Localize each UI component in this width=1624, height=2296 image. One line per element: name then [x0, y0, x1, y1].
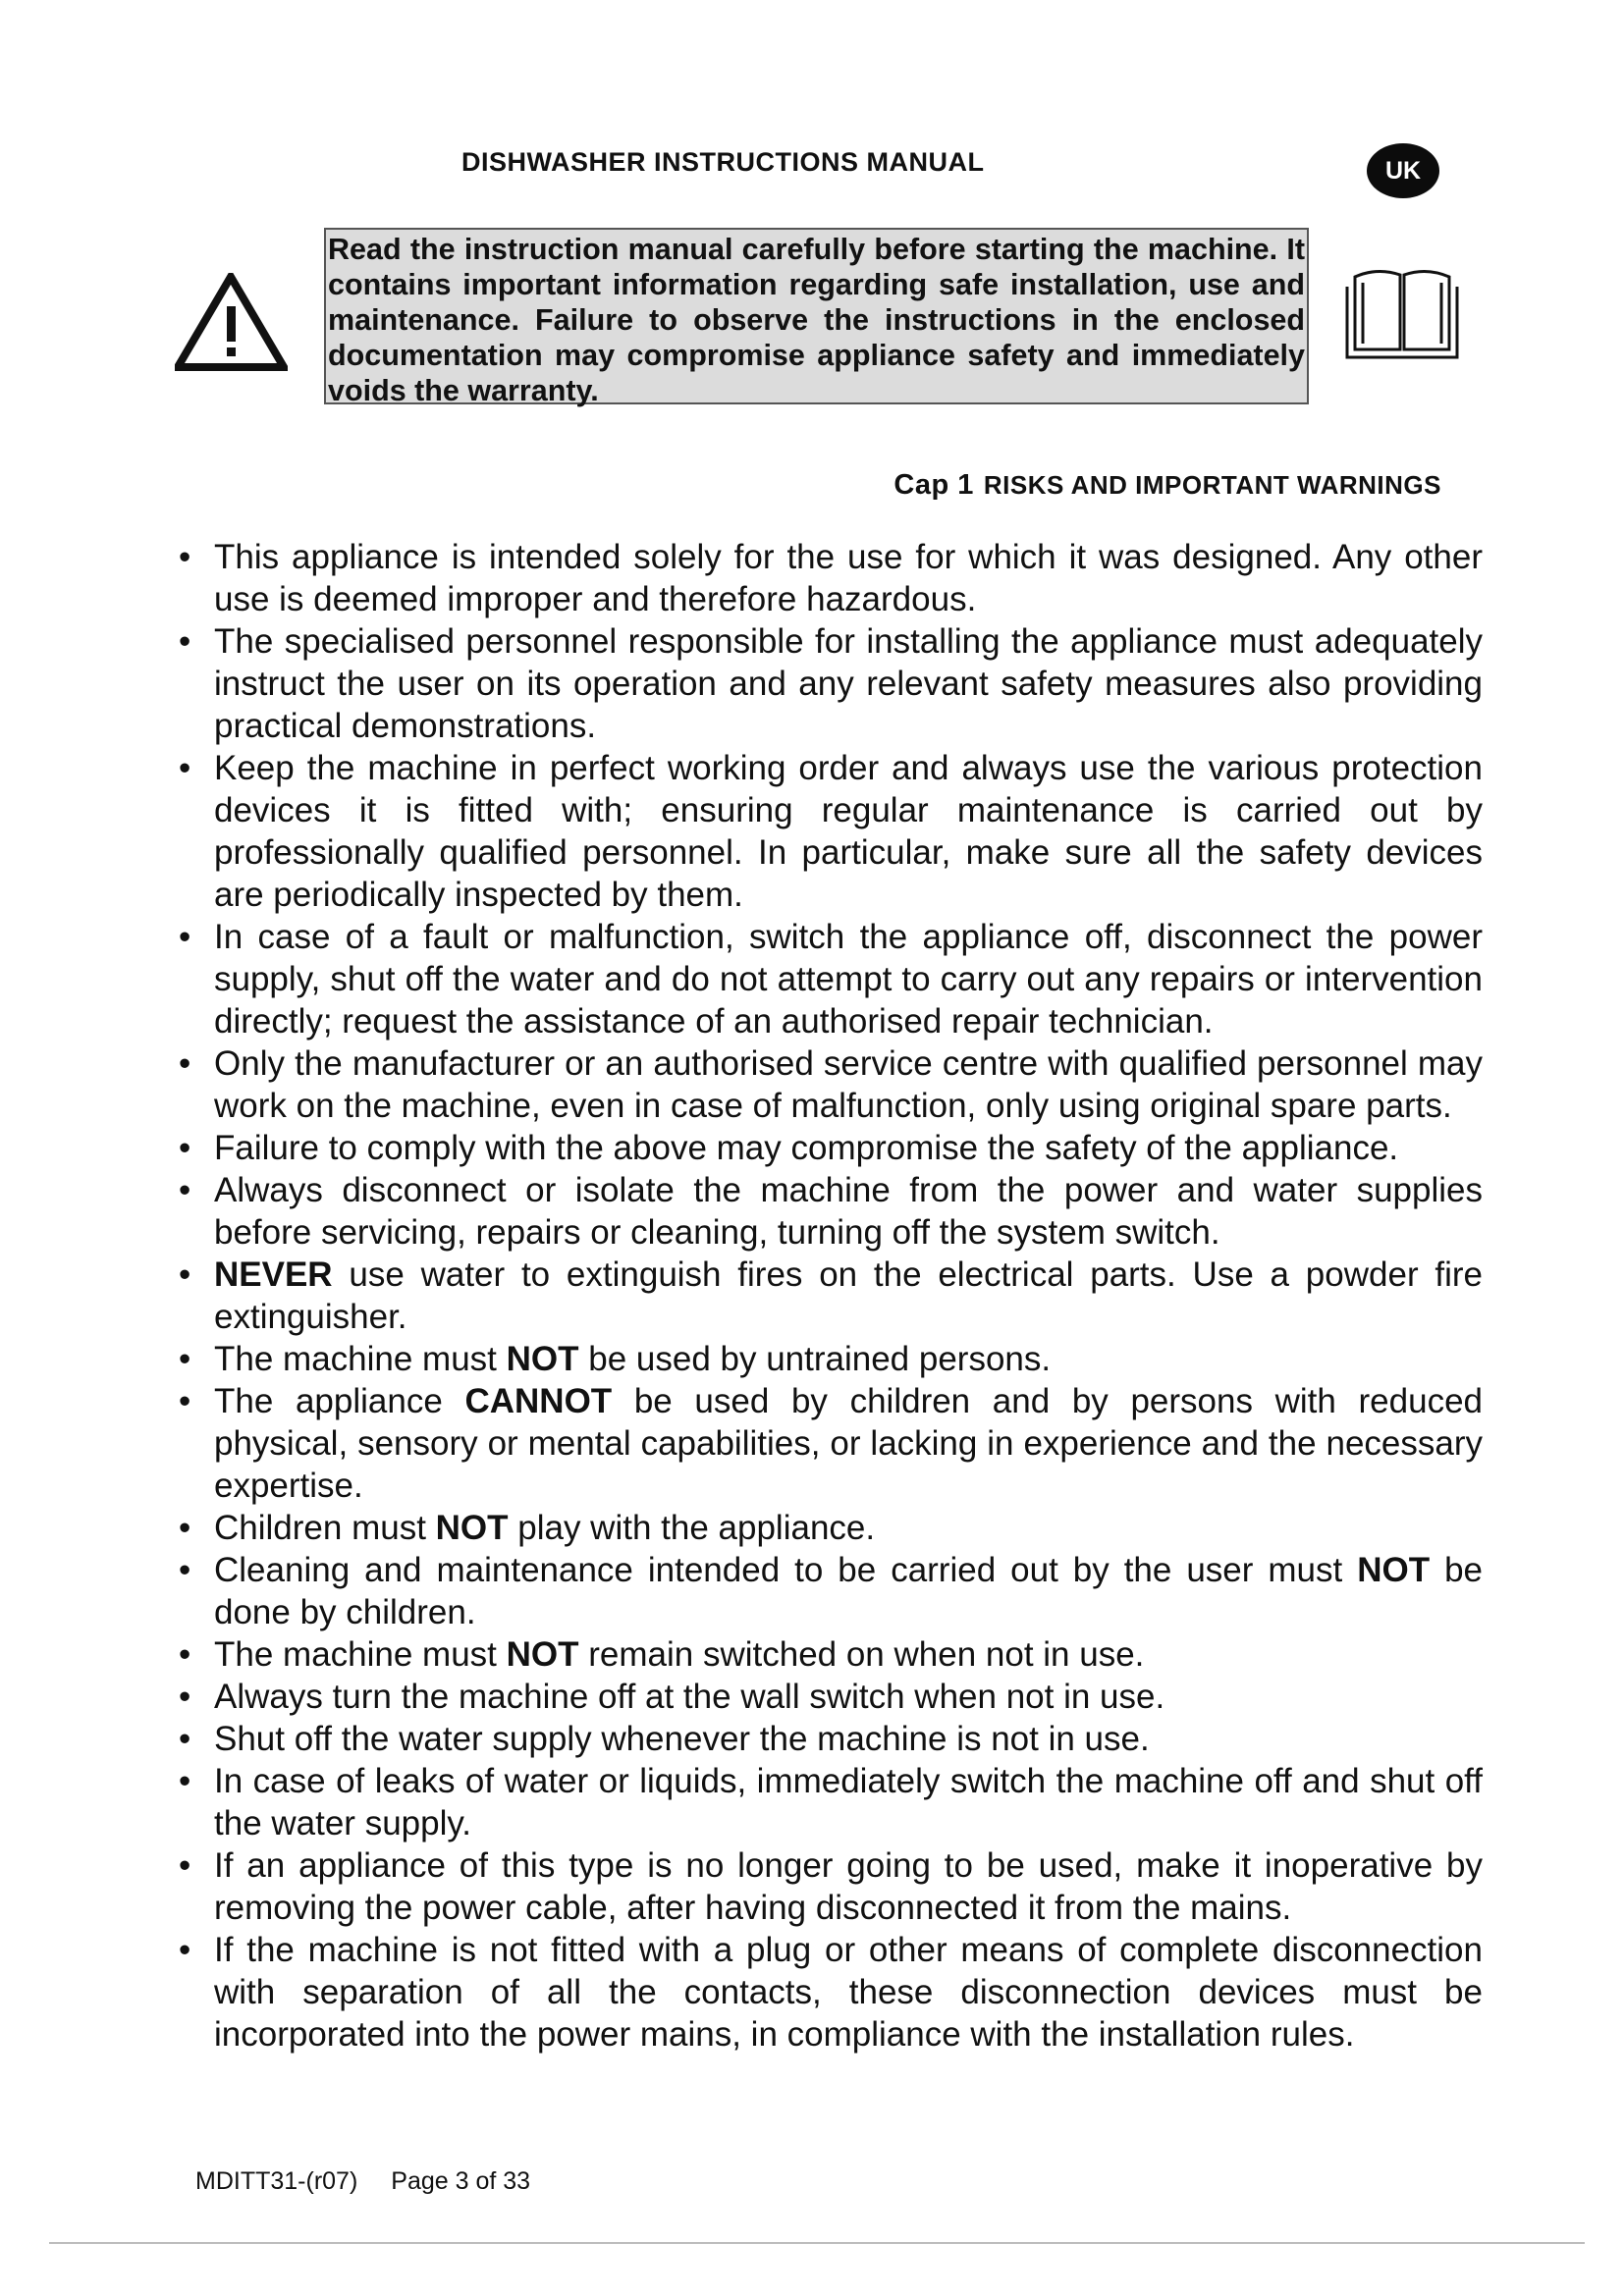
bullet-icon: •	[179, 1509, 191, 1547]
list-item-text	[214, 1254, 1483, 1338]
list-item	[167, 620, 1483, 747]
list-item	[167, 1254, 1483, 1338]
text-before: Always turn the machine off at the wall switch when not in use.	[214, 1678, 1165, 1716]
text-after: remain switched on when not in use.	[578, 1635, 1145, 1674]
text-before: In case of leaks of water or liquids, immediately switch the machine off and shut off the water supply.	[214, 1762, 1483, 1842]
list-item-text	[214, 1549, 1483, 1633]
list-item-text	[214, 536, 1483, 620]
list-item	[167, 1127, 1483, 1169]
page-number: Page 3 of 33	[391, 2167, 531, 2195]
bullet-icon: •	[179, 1762, 191, 1800]
list-item	[167, 916, 1483, 1042]
list-item	[167, 1338, 1483, 1380]
list-item-text	[214, 747, 1483, 916]
list-item-text	[214, 1169, 1483, 1254]
text-before: The machine must	[214, 1340, 507, 1378]
text-before: If an appliance of this type is no longer going to be used, make it inoperative by removing the power cable, after having disconnected it from the mains.	[214, 1846, 1483, 1927]
emphasis-text: NOT	[506, 1635, 579, 1674]
text-before: Cleaning and maintenance intended to be carried out by the user must	[214, 1551, 1358, 1589]
text-before: In case of a fault or malfunction, switch the appliance off, disconnect the power supply, shut off the water and do not attempt to carry out any repairs or intervention directly; request the assistance of an authorised repair technician.	[214, 918, 1483, 1041]
list-item-text	[214, 1338, 1483, 1380]
list-item	[167, 1760, 1483, 1844]
emphasis-text: CANNOT	[464, 1382, 613, 1420]
bullet-icon: •	[179, 538, 191, 576]
bullet-icon: •	[179, 1044, 191, 1083]
list-item	[167, 1929, 1483, 2056]
list-item-text	[214, 1042, 1483, 1127]
list-item-text	[214, 1127, 1483, 1169]
bullet-icon: •	[179, 1171, 191, 1209]
list-item-text	[214, 916, 1483, 1042]
footer-divider	[49, 2242, 1585, 2244]
text-after: be used by untrained persons.	[578, 1340, 1052, 1378]
list-item-text	[214, 1760, 1483, 1844]
text-before: Children must	[214, 1509, 436, 1547]
text-after: be done by children.	[214, 1551, 1483, 1631]
text-after: be used by children and by persons with reduced physical, sensory or mental capabilities, or lacking in experience and the necessary expertise.	[214, 1382, 1484, 1505]
bullet-icon: •	[179, 622, 191, 661]
open-book-icon	[1343, 263, 1461, 361]
emphasis-text: NEVER	[214, 1255, 333, 1294]
list-item-text	[214, 1633, 1483, 1676]
list-item-text	[214, 620, 1483, 747]
page-footer	[195, 2167, 564, 2196]
list-item	[167, 1507, 1483, 1549]
bullet-icon: •	[179, 1255, 191, 1294]
list-item-text	[214, 1718, 1483, 1760]
emphasis-text: NOT	[1357, 1551, 1431, 1589]
bullet-icon: •	[179, 1846, 191, 1885]
list-item	[167, 1844, 1483, 1929]
text-before: The machine must	[214, 1635, 507, 1674]
language-badge: UK	[1367, 143, 1439, 198]
warranty-notice: Read the instruction manual carefully before starting the machine. It contains important information regarding safe installation, use and maintenance. Failure to observe the instructions in the enclosed documentation may compromise appliance safety and immediately voids the warranty.	[324, 228, 1309, 404]
list-item	[167, 1718, 1483, 1760]
emphasis-text: NOT	[435, 1509, 509, 1547]
text-before: The appliance	[214, 1382, 465, 1420]
emphasis-text: NOT	[506, 1340, 579, 1378]
text-before: Always disconnect or isolate the machine from the power and water supplies before servicing, repairs or cleaning, turning off the system switch.	[214, 1171, 1483, 1252]
warnings-list	[167, 536, 1483, 2056]
bullet-icon: •	[179, 1382, 191, 1420]
chapter-heading	[893, 469, 1441, 502]
text-before: Failure to comply with the above may compromise the safety of the appliance.	[214, 1129, 1399, 1167]
bullet-icon: •	[179, 1635, 191, 1674]
list-item	[167, 747, 1483, 916]
list-item-text	[214, 1676, 1483, 1718]
list-item-text	[214, 1507, 1483, 1549]
warning-triangle-icon	[175, 273, 288, 371]
text-after: use water to extinguish fires on the electrical parts. Use a powder fire extinguisher.	[214, 1255, 1483, 1336]
bullet-icon: •	[179, 1340, 191, 1378]
list-item	[167, 1380, 1483, 1507]
text-before: This appliance is intended solely for the use for which it was designed. Any other use is deemed improper and therefore hazardous.	[214, 538, 1483, 618]
bullet-icon: •	[179, 749, 191, 787]
list-item	[167, 1633, 1483, 1676]
bullet-icon: •	[179, 1931, 191, 1969]
text-before: The specialised personnel responsible for installing the appliance must adequately instruct the user on its operation and any relevant safety measures also providing practical demonstrations.	[214, 622, 1483, 745]
list-item-text	[214, 1844, 1483, 1929]
bullet-icon: •	[179, 1720, 191, 1758]
list-item	[167, 1169, 1483, 1254]
text-before: If the machine is not fitted with a plug or other means of complete disconnection with separation of all the contacts, these disconnection devices must be incorporated into the power mains, in compliance with the installation rules.	[214, 1931, 1483, 2054]
bullet-icon: •	[179, 918, 191, 956]
bullet-icon: •	[179, 1129, 191, 1167]
list-item	[167, 536, 1483, 620]
bullet-icon: •	[179, 1551, 191, 1589]
text-before: Keep the machine in perfect working order and always use the various protection devices it is fitted with; ensuring regular maintenance is carried out by professionally qualified personnel. In particular, make sure all the safety devices are periodically inspected by them.	[214, 749, 1483, 914]
text-after: play with the appliance.	[508, 1509, 876, 1547]
document-title: DISHWASHER INSTRUCTIONS MANUAL	[461, 147, 985, 177]
list-item-text	[214, 1929, 1483, 2056]
list-item	[167, 1042, 1483, 1127]
bullet-icon: •	[179, 1678, 191, 1716]
list-item	[167, 1549, 1483, 1633]
chapter-number: Cap 1	[893, 469, 974, 501]
list-item	[167, 1676, 1483, 1718]
list-item-text	[214, 1380, 1483, 1507]
text-before: Shut off the water supply whenever the machine is not in use.	[214, 1720, 1150, 1758]
chapter-title: RISKS AND IMPORTANT WARNINGS	[983, 470, 1441, 500]
text-before: Only the manufacturer or an authorised service centre with qualified personnel may work on the machine, even in case of malfunction, only using original spare parts.	[214, 1044, 1483, 1125]
document-code: MDITT31-(r07)	[195, 2167, 358, 2195]
